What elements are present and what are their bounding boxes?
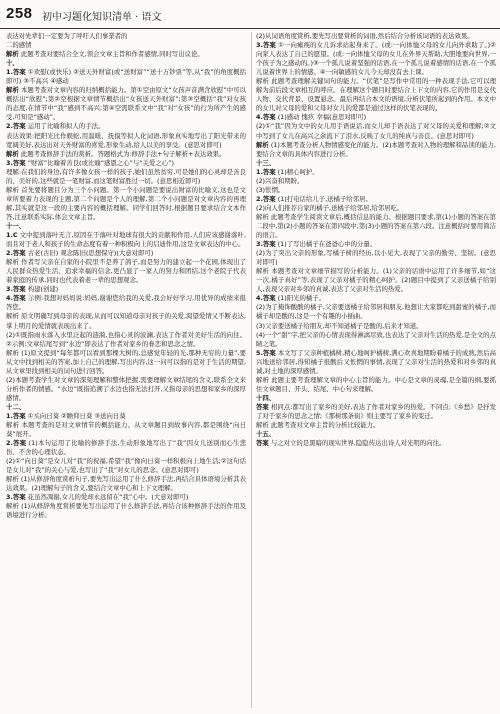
answer-paragraph: 3.答案 “财富”比喻着善良(或比喻“感恩之心”与“关爱之心”) — [6, 158, 174, 167]
answer-label: 答案 — [256, 402, 269, 411]
section-heading: 十一、 — [6, 221, 26, 230]
answer-label: 2.答案 — [6, 439, 27, 448]
answer-paragraph: 解析 作者写父亲在自家的小院里不是养了鸽子,而是努力的建立起一个花园,体现出了人民群众热爱生活、追求幸福的信念,更凸显了一家人的努力和团结,这个老院子代表着家庭的传承,同时也代表着老一辈的思想观念。 — [6, 258, 246, 285]
answer-paragraph: (2)兴奋和期盼。 — [256, 176, 304, 185]
answer-paragraph: (2)从词语角度赏析,要先写出要赏析的词语,然后结合分析该词语的表达效果。 — [256, 32, 474, 40]
answer-label: 2.答案 — [6, 249, 26, 258]
answer-label: 3.答案 — [6, 493, 26, 502]
answer-label: 4.答案 — [256, 113, 276, 122]
answer-paragraph: 解析 此题考查学生阅读文章后,概括信息的能力。根据题目要求,第(1)小题的答案在第二段中,第(2)小题的答案在第四段中,第(3)小题的答案在第六段。注意概括时要用简洁的语言。 — [256, 212, 496, 240]
answer-paragraph: 1.答案 ①欢慰(或快乐) ②送天外财富(或“送财富”“送十万钞票”等,从“我”的角度概括即可) ③不高兴 ④感动 — [6, 68, 246, 86]
answer-paragraph: (2)向人们推荐自家的橘子,送橘子给邻居,给邻居吃。 — [256, 203, 404, 212]
answer-label: 5.答案 — [256, 348, 276, 357]
page-number: 258 — [6, 5, 33, 22]
answer-label: 4.答案 — [6, 294, 26, 303]
answer-paragraph: 4.答案 (1)感动 愧疚 幸福(意思对即可) — [256, 113, 367, 122]
answer-paragraph: 2.答案 (1)打电话给儿子,送橘子给邻居。 — [256, 194, 372, 203]
answer-paragraph: (2)①“向日葵”是女儿对“我”的祝福,希望“我”像向日葵一样积极向上地生活;②这句话是女儿对“我”的关心与爱,也写出了“我”对女儿的思念。(意思对即可) — [6, 457, 246, 475]
answer-label: 2.答案 — [6, 122, 26, 131]
answer-paragraph: 解析 原文明确写到母亲的表现,从而可以知道母亲对孩子的关爱,渴望爱情又不断表达,掌上明月的爱情就表现出来了。 — [6, 312, 246, 330]
answer-label: 1.C — [6, 231, 18, 240]
answer-paragraph: 表达效果:把阳光比作蜈蚣,用温暖、抚摸等拟人化词语,形象真实地写出了阳光带来的宽阔美好,表达出对天外财富的喜爱,形象生动,给人以美的享受。(意思对即可) — [6, 131, 246, 149]
answer-paragraph: 1.C 文中提到落叶无言,原因在于落叶对地球有很大的贡献和作用,人们应该感谢落叶,而且对于老人和孩子的生命态度有着一种积极向上的启迪作用,这是文章表达的中心。 — [6, 231, 246, 249]
answer-label: 3.答案 — [256, 240, 276, 249]
answer-paragraph: 解析 此题考查对要结合全文,领会文章主旨和作者感情,同时写出议论。 — [6, 50, 204, 59]
answer-paragraph: 解析 此题考查对文章主旨的分析比较能力。 — [256, 421, 380, 430]
section-heading: 十三、 — [256, 158, 276, 167]
content-columns — [6, 32, 496, 708]
book-title: 初中习题化知识清单 · 语文 — [42, 12, 162, 23]
answer-paragraph: 解析 此题考查理解关键词句的能力。“伏笔”是写作中常用的一种表现手法,它可以理解为前后段文章相互的呼应。在理解这个题目时要结合上下文的内容,它的作用是交代人物、交代背景、设置悬念。最后再结合本文的语境,分析伏笔所起到的作用。本文中的女儿对父母的爱和父母对女儿的爱都是通过这样的伏笔表现的。 — [256, 77, 496, 113]
right-column — [256, 32, 496, 708]
answer-paragraph: 理解:在我们的身边,有许多像女孩一样的孩子,她们虽然贫穷,可是她们的心灵却是善良的、美好的,这些就是一笔财富,而这笔财富胜过一切。(意思相近即可) — [6, 167, 246, 185]
answer-label: 解析 — [256, 140, 269, 149]
answer-paragraph: 1.答案 (1)精心呵护。 — [256, 167, 319, 176]
answer-label: 解析 — [6, 86, 19, 95]
answer-paragraph: 解析 此题主要考查理解文章的中心主旨的能力。中心是文章的灵魂,是全篇的纲,要抓住文章题目、开头、结尾、中心句来理解。 — [256, 375, 496, 393]
answer-paragraph: (2)①既指雨水落入水里泛起的涟漪,也指心灵的波澜,表达了作者对美好生活的向往。②示例:文章结尾写到“水边”即表达了作者对家乡的眷恋和思念之情。 — [6, 330, 246, 348]
answer-label: 解析 — [6, 149, 19, 158]
answer-paragraph: 5.答案 本文写了父亲种植橘树,精心地呵护橘树,满心欢喜地期盼着橘子的成熟,然后高兴地送给邻居,得知橘子很酸后又怅惘的事情,表现了父亲对生活的热爱和对乡邻的真诚,对土地的深厚感情。 — [256, 348, 496, 375]
answer-paragraph: 解析 本题考查对文章内容的归纳概括能力。第①空由原文“女孩声音满含欣慰”中可以概括出“欣慰”;第②空根据文章情节概括出“女孩送天外财富”;第③空概括“我”对女孩的态度,在情节中“我”感到不高兴;第④空需联系文中“我”对“女孩”的行为所产生的感受,可知是“感动”。 — [6, 86, 246, 122]
answer-label: 3.答案 — [256, 41, 277, 50]
answer-label: 1.答案 — [256, 167, 276, 176]
answer-label: 答案 — [256, 439, 269, 448]
answer-paragraph: 2.答案 古老(古旧) 观念陈旧(思想保守)(大意对即可) — [6, 249, 154, 258]
answer-paragraph: (2)为了掩饰酸酸的橘子,父亲要送橘子给邻居和朋友,他想让大家都吃到甜蜜的橘子,而橘子却是酸的,这是一个有趣的小插曲。 — [256, 303, 496, 321]
answer-label: 3.答案 — [6, 285, 26, 294]
answer-label: 4.答案 — [256, 294, 276, 303]
answer-paragraph: 二的感情 — [6, 41, 32, 50]
answer-paragraph: 答案 相同点:都写出了家乡的美好,表达了作者对家乡的热爱。不同点:《乡愁》是抒发了对于家乡的思念之情;《那树那条街》则主要写了家乡的变迁。 — [256, 402, 496, 420]
answer-paragraph: (2)本题考查学生对文章的深刻理解和整体把握,需要理解文章结尾的含义,联系全文来分析作者的情感。“水边”既指追溯了水边也指无法打开,又指母亲的思想和家乡的深厚感情。 — [6, 375, 246, 402]
answer-paragraph: 1.答案 ①买向日葵 ②瞻仰日葵 ③送向日葵 — [6, 411, 126, 420]
answer-paragraph: 3.答案 ①一向瘫痪的女儿诉求站起身来了。(或:一向体恤父母的女儿向外求助了。)②向家人表达了自己的愿望。(或:一向体恤父母的女儿在外界天帮助,大胆地要向世界,一个孩子为之感动的。)③一个孤儿说着坚强的话语,在一个孤儿说着感情的话语,在一个孤儿说着世界上的情感。④一向敏感的女儿今天却没有去上课。 — [256, 41, 496, 77]
answer-paragraph: 表达对先辈们一定要为了呼吁人们事業者的 — [6, 32, 128, 40]
answer-paragraph: 解析 此题考查修辞手法的赏析。答题格式为:修辞手法+句子解析+表达效果。 — [6, 149, 226, 158]
answer-paragraph: 解析 (1)从修辞角度赏析句子,要先写出运用了什么修辞手法,再结合具体语境分析其表达效果。(2)理解句子的含义,要结合文章中心和上下文理解。 — [6, 475, 246, 493]
left-column — [6, 32, 246, 708]
page-header — [0, 0, 500, 29]
answer-label: 1.答案 — [6, 411, 26, 420]
answer-paragraph: 答案 与之对立的是黑暗的现实世界,隐隐传达出诗人对光明的向往。 — [256, 439, 446, 448]
answer-label: 解析 — [6, 50, 19, 59]
section-heading: 十四、 — [256, 393, 276, 402]
answer-label: 3.答案 — [6, 158, 26, 167]
section-heading: 十二、 — [6, 402, 26, 411]
column-divider — [251, 32, 252, 708]
answer-paragraph: (3)怅惘。 — [256, 185, 285, 194]
answer-paragraph: (2)为了突出父亲的形象,写橘子树的经历,以小见大,表现了父亲的勤劳、坚韧。(意思对即可) — [256, 249, 496, 267]
answer-paragraph: (3)父亲要送橘子给朋友,却不知道橘子是酸的,后来才知道。 — [256, 321, 423, 330]
answer-paragraph: 3.答案 花虽然凋谢,女儿的爱却永远留在“我”心中。(大意对即可) — [6, 493, 189, 502]
answer-label: 1.答案 — [6, 68, 26, 77]
answer-label: 2.答案 — [256, 194, 276, 203]
answer-paragraph: 解析 本题考查的是对文章情节的概括能力。从文章题目到故事内容,都是围绕“向日葵”展开。 — [6, 421, 246, 439]
answer-paragraph: 解析 (1)从修辞角度赏析要先写出运用了什么修辞手法,再结合该种修辞手法的作用及语境进行分析。 — [6, 502, 246, 520]
answer-paragraph: 2.答案 (1)本句运用了比喻的修辞手法,生动形象地写出了“我”因女儿送别而心生悲伤、不舍的心理状态。 — [6, 439, 246, 457]
answer-paragraph: 解析 首先要将题目分为三个小问题。第一个小问题是要说出财富的比喻义,这也是文章所要着力表现的主题,第二个问题是个人的理解,第二个小问题是对文章内容的再理解,其实就是这一段的主要内容的概括理解。同学们回答时,根据题目要求结合文本作答,注意联系实际,体会文章主旨。 — [6, 185, 246, 221]
answer-paragraph: 3.答案 构建(创建) — [6, 285, 59, 294]
answer-paragraph: 3.答案 (1)了写出橘子在爸爸心中的分量。 — [256, 240, 377, 249]
answer-paragraph: 4.答案 (1)阳光的橘子。 — [256, 294, 326, 303]
answer-paragraph: 解析 (1)本题考查分析人物情感变化的能力。(2)本题考查对人物的理解和品读的能力,要结合文章的具体内容进行分析。 — [256, 140, 496, 158]
answer-paragraph: 解析 本题考查对文章细节描写的分析能力。(1)父亲的话语中运用了许多细节,如“这一次,橘子真好”等,表现了父亲对橘子的精心呵护。(2)题目中提到了父亲送橘子给别人,表现父亲对乡邻的真诚,表达了父亲对生活的热爱。 — [256, 267, 496, 294]
answer-paragraph: (4)一个“甜”字,把父亲的心情表现得淋漓尽致,也表达了父亲对生活的热爱,是全文的点睛之笔。 — [256, 330, 496, 348]
answer-paragraph: (2)①“我”因为文中的女儿用手语说话,而女儿却手语表达了对父母的关爱和理解;②文中写到了女儿在高兴之余流下了泪水,反映了女儿的纯真与善良。(意思对即可) — [256, 122, 496, 140]
section-heading: 十、 — [6, 59, 19, 68]
answer-paragraph: 解析 (1)原文提到“每年都可以看到那棵大树的,总感觉年轻的光,那种无穷的力量”,要从文中找到相关的答案,加上自己的理解,写出内容,这一问可以指的是对于生活的期望,从文章里找到相关的词句进行回答。 — [6, 348, 246, 375]
section-heading: 十五、 — [256, 430, 276, 439]
answer-paragraph: 2.答案 运用了比喻和拟人的手法。 — [6, 122, 105, 131]
answer-paragraph: 4.答案 示例:我想对妈妈说:妈妈,谢谢您给我的关爱,我会好好学习,用优异的成绩来报答您。 — [6, 294, 246, 312]
